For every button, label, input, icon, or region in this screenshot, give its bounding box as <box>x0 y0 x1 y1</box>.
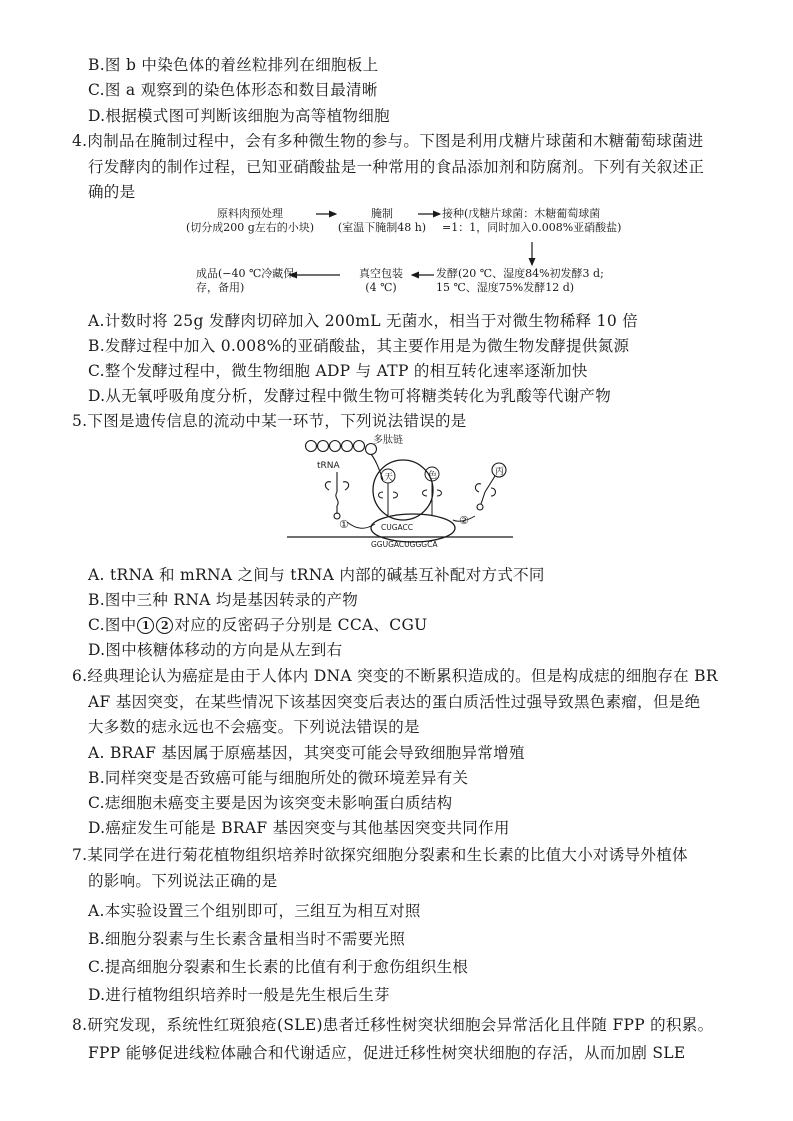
q5-option-d: D.图中核糖体移动的方向是从左到右 <box>88 641 343 659</box>
q7-option-d: D.进行植物组织培养时一般是先生根后生芽 <box>88 986 390 1004</box>
q4-option-d: D.从无氧呼吸角度分析，发酵过程中微生物可将糖类转化为乳酸等代谢产物 <box>88 387 612 405</box>
q7-option-a: A.本实验设置三个组别即可，三组互为相互对照 <box>88 902 421 920</box>
q4-stem-line3: 确的是 <box>88 183 136 201</box>
q4-option-c: C.整个发酵过程中，微生物细胞 ADP 与 ATP 的相互转化速率逐渐加快 <box>88 362 588 380</box>
flow-step-product: 成品(−40 ℃冷藏保 存，备用) <box>196 267 295 294</box>
flow-arrows <box>0 0 793 320</box>
flow-step-curing: 腌制 (室温下腌制48 h) <box>337 207 427 234</box>
q6-option-a: A. BRAF 基因属于原癌基因，其突变可能会导致细胞异常增殖 <box>88 744 525 762</box>
flow-step-fermentation: 发酵(20 ℃、湿度84%初发酵3 d; 15 ℃、湿度75%发酵12 d) <box>436 267 604 294</box>
aa-label-2: 色 <box>428 471 438 481</box>
circled-2: 2 <box>156 617 173 634</box>
q6-option-d: D.癌症发生可能是 BRAF 基因突变与其他基因突变共同作用 <box>88 819 510 837</box>
q7-option-b: B.细胞分裂素与生长素含量相当时不需要光照 <box>88 930 406 948</box>
trna-label: tRNA <box>317 461 340 471</box>
q8-stem-line1: 8.研究发现，系统性红斑狼疮(SLE)患者迁移性树突状细胞会异常活化且伴随 FPP 的积累。 <box>72 1016 714 1034</box>
q5-stem: 5.下图是遗传信息的流动中某一环节，下列说法错误的是 <box>72 412 467 430</box>
q3-option-b: B.图 b 中染色体的着丝粒排列在细胞板上 <box>88 56 379 74</box>
q6-stem-line1: 6.经典理论认为癌症是由于人体内 DNA 突变的不断累积造成的。但是构成痣的细胞存在 BR <box>72 667 718 685</box>
q5-option-c: C.图中 1 2 对应的反密码子分别是 CCA、CGU <box>88 616 428 634</box>
q6-option-c: C.痣细胞未癌变主要是因为该突变未影响蛋白质结构 <box>88 794 453 812</box>
q7-option-c: C.提高细胞分裂素和生长素的比值有利于愈伤组织生根 <box>88 958 469 976</box>
q6-option-b: B.同样突变是否致癌可能与细胞所处的微环境差异有关 <box>88 769 469 787</box>
anticodon-label: CUGACC <box>381 523 414 532</box>
q4-option-a: A.计数时将 25g 发酵肉切碎加入 200mL 无菌水，相当于对微生物稀释 10 倍 <box>88 312 639 330</box>
q4-stem-line1: 4.肉制品在腌制过程中，会有多种微生物的参与。下图是利用戊糖片球菌和木糖葡萄球菌进 <box>72 132 704 150</box>
translation-diagram <box>285 432 515 557</box>
flow-step-inoculation: 接种(戊糖片球菌：木糖葡萄球菌 =1：1，同时加入0.008%亚硝酸盐) <box>442 207 622 234</box>
q3-option-c: C.图 a 观察到的染色体形态和数目最清晰 <box>88 81 378 99</box>
trna-left <box>325 472 348 519</box>
q5-option-b: B.图中三种 RNA 均是基因转录的产物 <box>88 591 359 609</box>
mark-1: ① <box>339 518 349 531</box>
q8-stem-line2: FPP 能够促进线粒体融合和代谢适应，促进迁移性树突状细胞的存活，从而加剧 SLE <box>88 1044 686 1062</box>
flow-step-pretreatment: 原料肉预处理 (切分成200 g左右的小块) <box>185 207 315 234</box>
polypeptide-label: 多肽链 <box>373 435 403 446</box>
flow-step-vacuum-packing: 真空包装 (4 ℃) <box>359 267 403 294</box>
mrna-sequence: GGUGACUGGGCA <box>371 540 438 549</box>
q6-stem-line2: AF 基因突变，在某些情况下该基因突变后表达的蛋白质活性过强导致黑色素瘤，但是绝 <box>88 693 701 711</box>
q7-stem-line1: 7.某同学在进行菊花植物组织培养时欲探究细胞分裂素和生长素的比值大小对诱导外植体 <box>72 846 688 864</box>
q4-stem-line2: 行发酵肉的制作过程，已知亚硝酸盐是一种常用的食品添加剂和防腐剂。下列有关叙述正 <box>88 158 705 176</box>
q6-stem-line3: 大多数的痣永远也不会癌变。下列说法错误的是 <box>88 718 420 736</box>
q7-stem-line2: 的影响。下列说法正确的是 <box>88 872 278 890</box>
q3-option-d: D.根据模式图可判断该细胞为高等植物细胞 <box>88 107 390 125</box>
circled-1: 1 <box>137 617 154 634</box>
aa-label-3: 丙 <box>495 467 505 477</box>
q4-option-b: B.发酵过程中加入 0.008%的亚硝酸盐，其主要作用是为微生物发酵提供氮源 <box>88 337 630 355</box>
q5-option-a: A. tRNA 和 mRNA 之间与 tRNA 内部的碱基互补配对方式不同 <box>88 566 545 584</box>
aa-label-1: 天 <box>384 473 394 483</box>
mark-2: ② <box>459 514 469 527</box>
